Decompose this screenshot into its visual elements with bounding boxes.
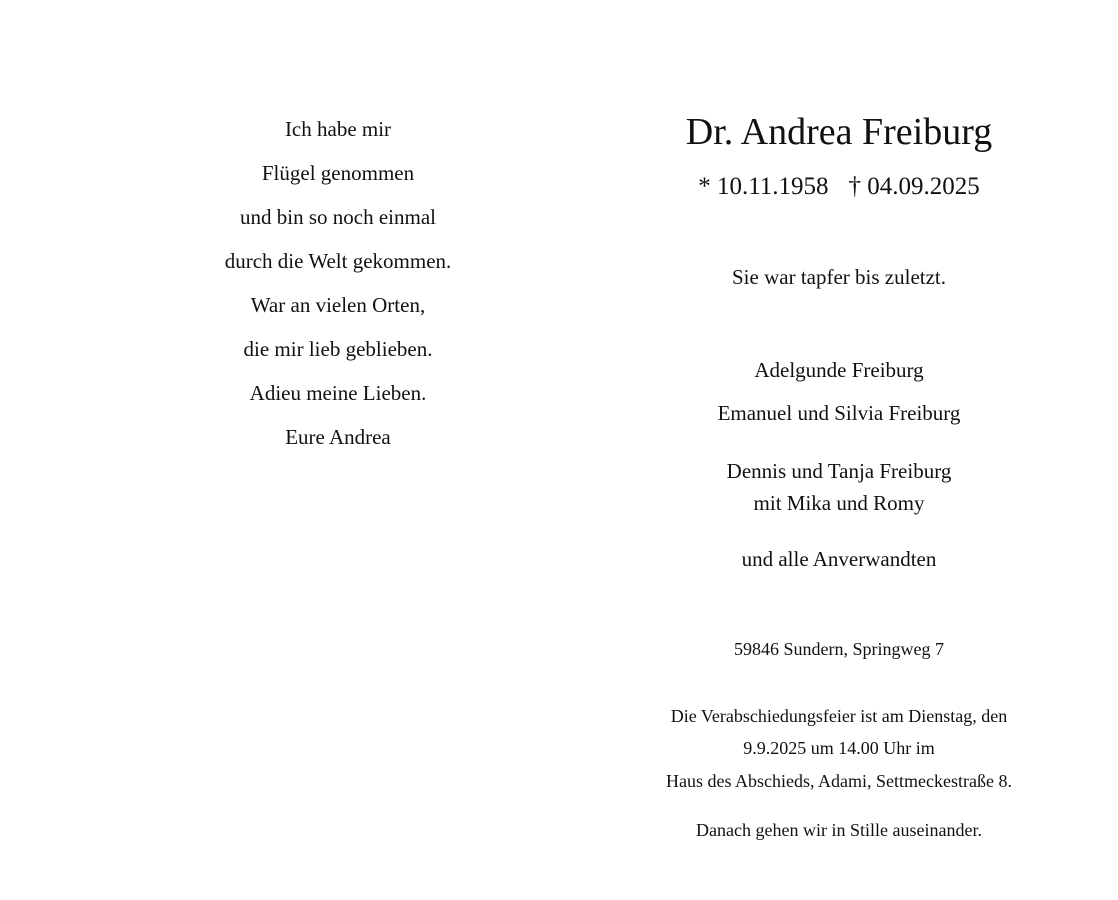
deceased-name: Dr. Andrea Freiburg bbox=[685, 111, 993, 153]
mourner-line: Emanuel und Silvia Freiburg bbox=[717, 401, 961, 425]
poem-signature: Eure Andrea bbox=[285, 425, 391, 449]
poem-line: durch die Welt gekommen. bbox=[224, 249, 452, 273]
ceremony-line: Haus des Abschieds, Adami, Settmeckestraße 8. bbox=[666, 771, 1012, 791]
poem-line: Ich habe mir bbox=[284, 117, 392, 141]
mourner-line: Adelgunde Freiburg bbox=[754, 358, 924, 382]
ceremony-line: Die Verabschiedungsfeier ist am Dienstag, den bbox=[670, 706, 1008, 726]
poem bbox=[190, 107, 486, 459]
mourner-line: mit Mika und Romy bbox=[753, 491, 925, 515]
life-dates bbox=[620, 170, 1058, 204]
tagline: Sie war tapfer bis zuletzt. bbox=[732, 265, 946, 289]
poem-line: und bin so noch einmal bbox=[240, 205, 436, 229]
address: 59846 Sundern, Springweg 7 bbox=[734, 639, 944, 659]
poem-line: Flügel genommen bbox=[261, 161, 415, 185]
poem-line: Adieu meine Lieben. bbox=[249, 381, 427, 405]
death-date: † 04.09.2025 bbox=[848, 173, 980, 200]
birth-date: * 10.11.1958 bbox=[698, 173, 829, 200]
ceremony-line: 9.9.2025 um 14.00 Uhr im bbox=[743, 738, 935, 758]
mourner-line: und alle Anverwandten bbox=[741, 547, 937, 571]
poem-line: War an vielen Orten, bbox=[250, 293, 426, 317]
mourner-line: Dennis und Tanja Freiburg bbox=[726, 459, 952, 483]
poem-line: die mir lieb geblieben. bbox=[243, 337, 433, 361]
closing-note: Danach gehen wir in Stille auseinander. bbox=[696, 820, 982, 840]
